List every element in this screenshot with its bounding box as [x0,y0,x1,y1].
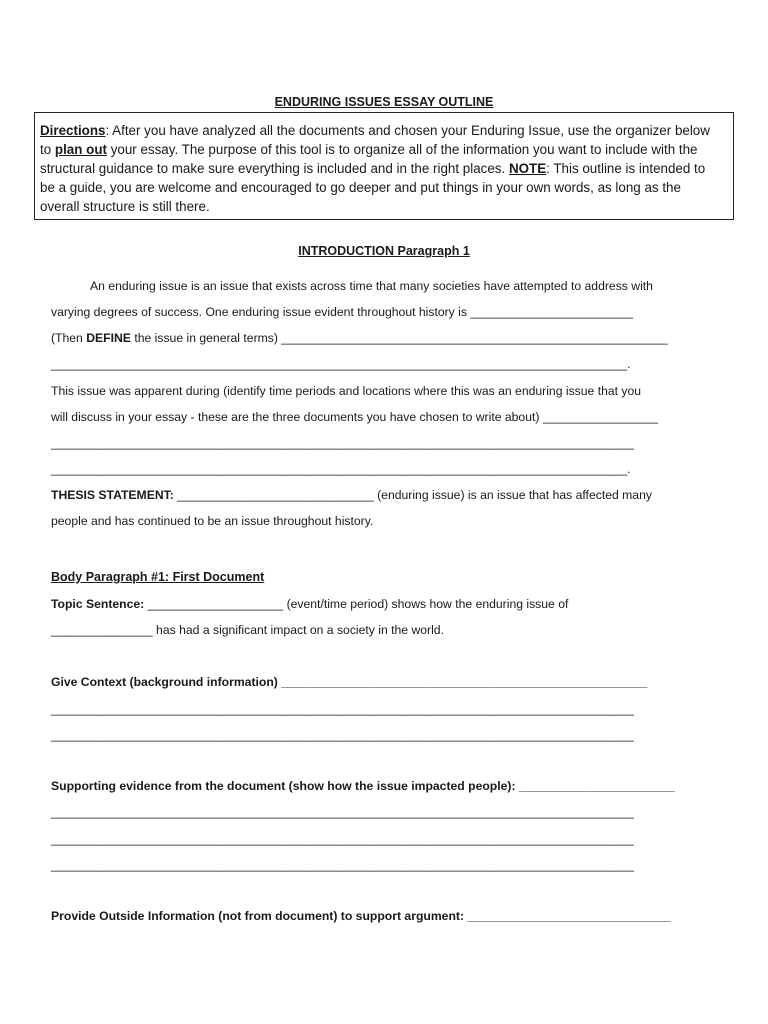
directions-line-3: structural guidance to make sure everything is included and in the right places. NOTE: This outline is intended to [40,161,706,176]
topic-sentence-line-2: _______________ has had a significant impact on a society in the world. [51,623,444,637]
supporting-evidence-line-3: ______________________________________________________________________________________ [51,832,634,846]
give-context-line-2: ______________________________________________________________________________________ [51,702,634,716]
supporting-evidence-line-4: ______________________________________________________________________________________ [51,858,634,872]
intro-line-4: _____________________________________________________________________________________. [51,357,631,371]
directions-label: Directions [40,123,106,138]
directions-line-1: Directions: After you have analyzed all the documents and chosen your Enduring Issue, use the organizer below [40,123,710,138]
directions-line-4: be a guide, you are welcome and encouraged to go deeper and put things in your own words, as long as the [40,180,681,195]
intro-line-5: This issue was apparent during (identify time periods and locations where this was an enduring issue that you [51,384,642,398]
body-paragraph-1-title: Body Paragraph #1: First Document [51,570,265,584]
intro-line-2: varying degrees of success. One enduring issue evident throughout history is ________________________ [51,305,634,319]
topic-sentence-label: Topic Sentence: [51,597,145,611]
supporting-evidence-line-2: ______________________________________________________________________________________ [51,805,634,819]
give-context-line: Give Context (background information) ______________________________________________________ [51,675,648,689]
plan-out-emphasis: plan out [54,142,107,157]
intro-line-6: will discuss in your essay - these are the three documents you have chosen to write about) _________________ [51,410,659,424]
thesis-label: THESIS STATEMENT: [51,488,174,502]
supporting-evidence-line: Supporting evidence from the document (show how the issue impacted people): _______________________ [51,779,675,793]
thesis-statement-line: THESIS STATEMENT: _____________________________ (enduring issue) is an issue that has affected many [51,488,652,502]
thesis-line-2: people and has continued to be an issue throughout history. [51,514,374,528]
outside-information-line: Provide Outside Information (not from document) to support argument: ______________________________ [51,909,671,923]
give-context-line-3: ______________________________________________________________________________________ [51,728,634,742]
directions-line-2: to plan out your essay. The purpose of this tool is to organize all of the information you want to include with the [40,142,698,157]
topic-sentence-line: Topic Sentence: ____________________ (event/time period) shows how the enduring issue of [51,597,569,611]
intro-line-7: ______________________________________________________________________________________ [51,436,634,450]
intro-line-3: (Then DEFINE the issue in general terms) _________________________________________________________ [51,331,668,345]
intro-section-title: INTRODUCTION Paragraph 1 [298,244,470,258]
intro-line-1: An enduring issue is an issue that exists across time that many societies have attempted to address with [90,279,653,293]
directions-line-5: overall structure is still there. [40,199,210,214]
define-emphasis: DEFINE [86,331,131,345]
intro-line-8: _____________________________________________________________________________________. [51,462,631,476]
page-title: ENDURING ISSUES ESSAY OUTLINE [274,95,494,109]
directions-box [34,112,734,220]
note-emphasis: NOTE [508,161,547,176]
